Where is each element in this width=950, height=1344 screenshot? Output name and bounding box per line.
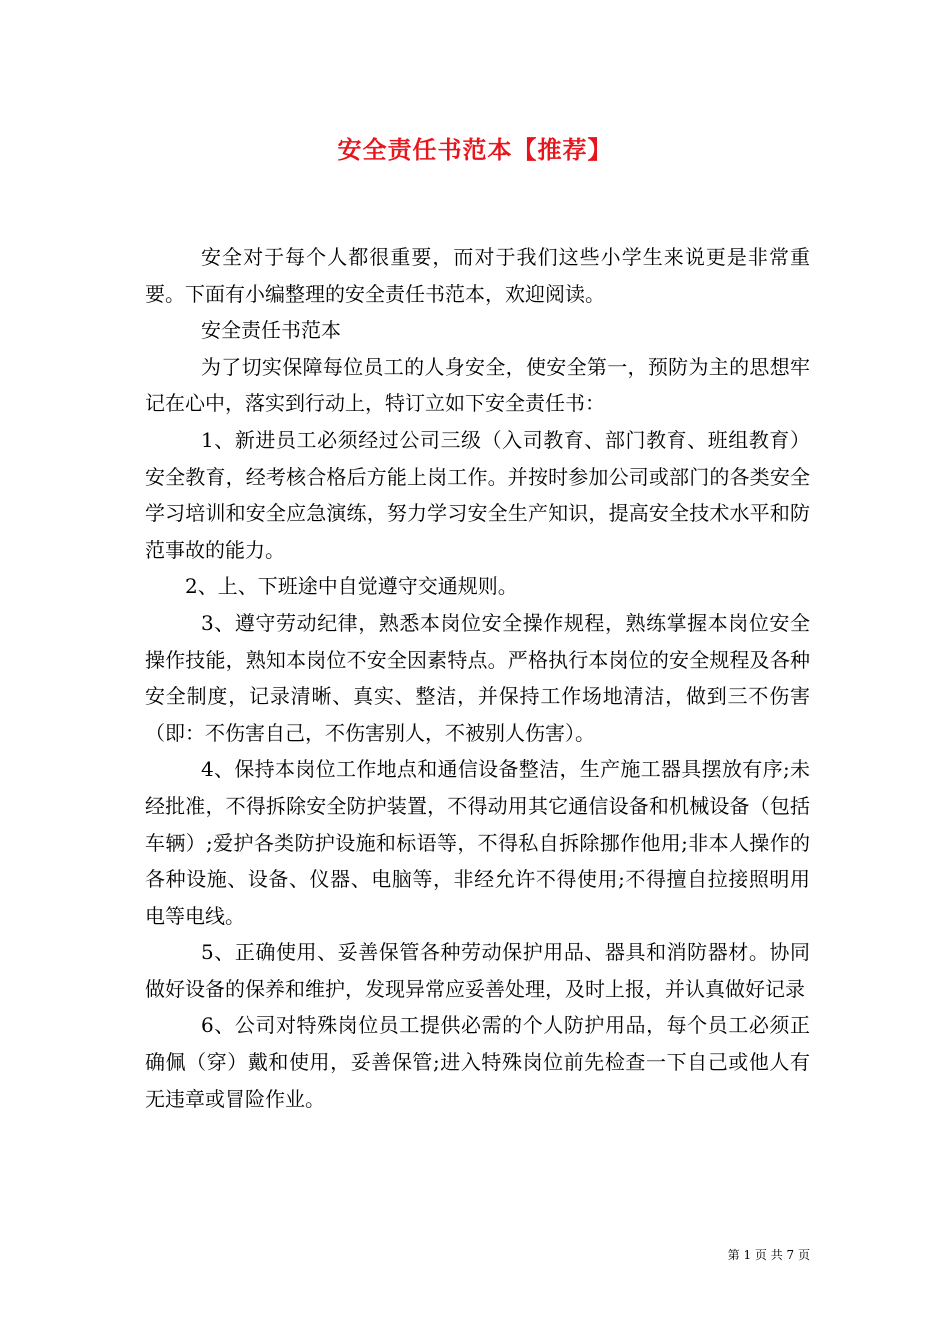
paragraph-item-5: 5、正确使用、妥善保管各种劳动保护用品、器具和消防器材。协同做好设备的保养和维护，发现异常应妥善处理，及时上报，并认真做好记录 [145, 940, 810, 1001]
paragraph-item-3: 3、遵守劳动纪律，熟悉本岗位安全操作规程，熟练掌握本岗位安全操作技能，熟知本岗位不安全因素特点。严格执行本岗位的安全规程及各种安全制度，记录清晰、真实、整洁，并保持工作场地清洁，做到三不伤害（即：不伤害自己，不伤害别人，不被别人伤害）。 [145, 610, 810, 745]
document-title: 安全责任书范本【推荐】 [337, 135, 613, 164]
paragraph-item-2: 2、上、下班途中自觉遵守交通规则。 [185, 574, 518, 599]
paragraph-subtitle: 安全责任书范本 [201, 318, 341, 343]
paragraph-preamble: 为了切实保障每位员工的人身安全，使安全第一，预防为主的思想牢记在心中，落实到行动上，特订立如下安全责任书： [145, 354, 810, 416]
document-body [145, 239, 810, 1117]
paragraph-item-6: 6、公司对特殊岗位员工提供必需的个人防护用品，每个员工必须正确佩（穿）戴和使用，妥善保管;进入特殊岗位前先检查一下自己或他人有无违章或冒险作业。 [145, 1013, 810, 1111]
paragraph-item-1: 1、新进员工必须经过公司三级（入司教育、部门教育、班组教育）安全教育，经考核合格后方能上岗工作。并按时参加公司或部门的各类安全学习培训和安全应急演练，努力学习安全生产知识，提高安全技术水平和防范事故的能力。 [145, 427, 810, 562]
paragraph-intro: 安全对于每个人都很重要，而对于我们这些小学生来说更是非常重要。下面有小编整理的安全责任书范本，欢迎阅读。 [145, 245, 810, 306]
page-number: 第 1 页 共 7 页 [727, 1248, 810, 1262]
paragraph-item-4: 4、保持本岗位工作地点和通信设备整洁，生产施工器具摆放有序;未经批准，不得拆除安全防护装置，不得动用其它通信设备和机械设备（包括车辆）;爱护各类防护设施和标语等，不得私自拆除挪作他用;非本人操作的各种设施、设备、仪器、电脑等，非经允许不得使用;不得擅自拉接照明用电等电线。 [145, 757, 810, 928]
